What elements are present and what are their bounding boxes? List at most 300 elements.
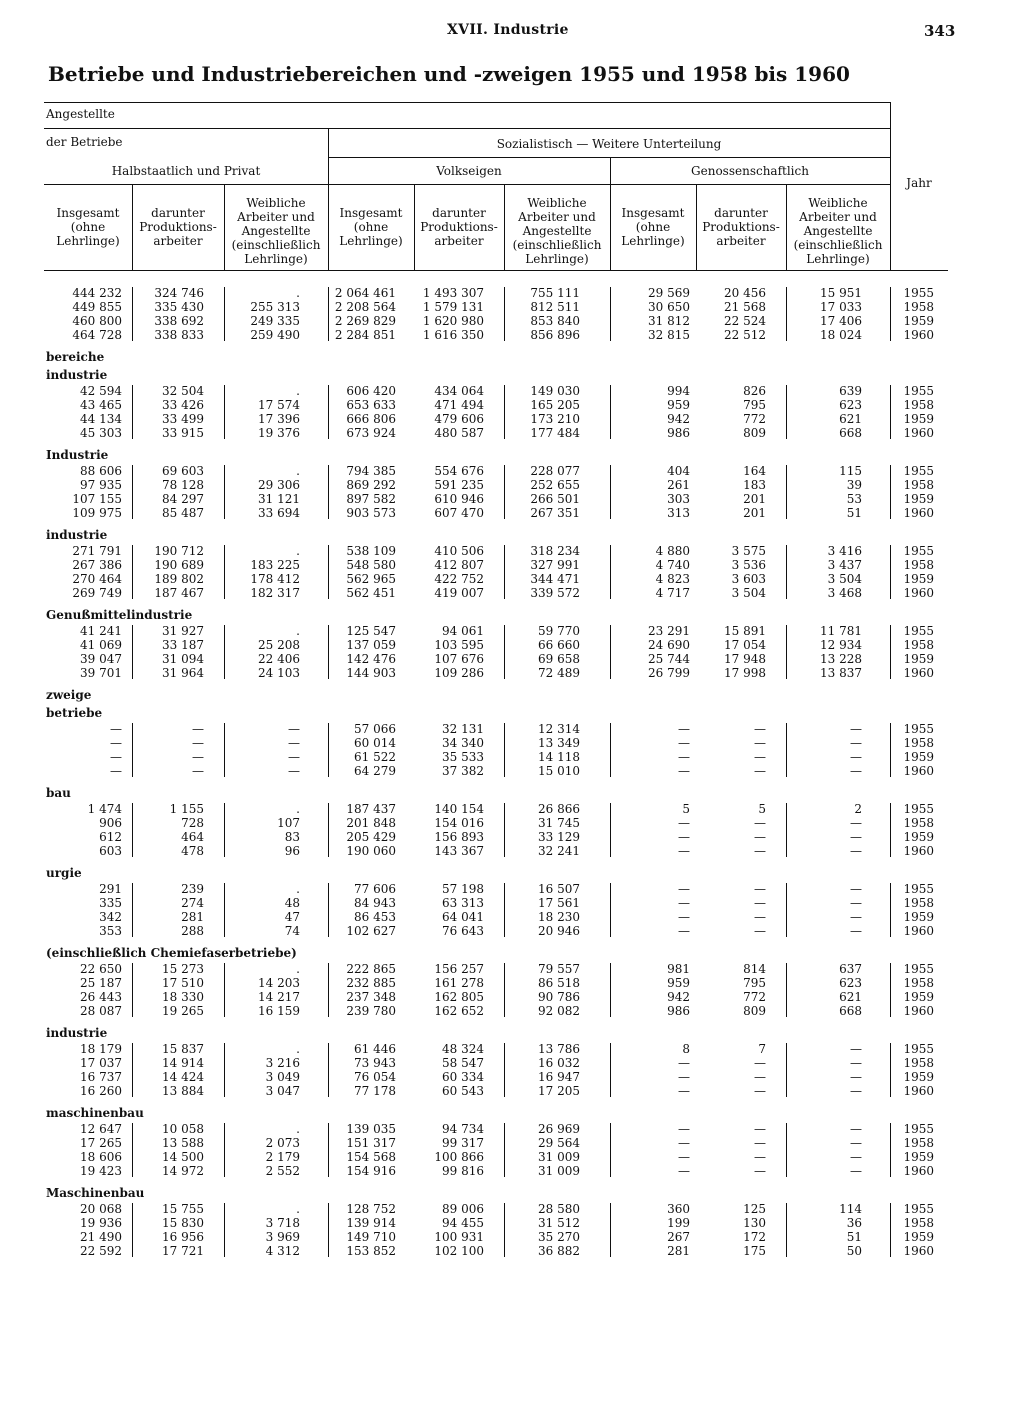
year-cell: 1955 — [903, 882, 934, 896]
value-cell: 281 — [181, 910, 204, 924]
value-cell: 809 — [743, 426, 766, 440]
value-cell: 139 914 — [346, 1216, 396, 1230]
section-label: bau — [46, 786, 71, 800]
value-cell: 29 564 — [538, 1136, 580, 1150]
value-cell: — — [850, 844, 862, 858]
value-cell: 3 416 — [827, 544, 862, 558]
value-cell: 13 786 — [538, 1042, 580, 1056]
column-divider — [504, 723, 505, 777]
value-cell: 177 484 — [530, 426, 580, 440]
value-cell: 26 443 — [80, 990, 122, 1004]
value-cell: 189 802 — [154, 572, 204, 586]
value-cell: 269 749 — [72, 586, 122, 600]
value-cell: 942 — [667, 412, 690, 426]
value-cell: 14 203 — [258, 976, 300, 990]
column-divider — [328, 1043, 329, 1097]
value-cell: — — [678, 722, 690, 736]
value-cell: — — [192, 736, 204, 750]
value-cell: 1 579 131 — [422, 300, 484, 314]
value-cell: 3 504 — [731, 586, 766, 600]
value-cell: 14 972 — [162, 1164, 204, 1178]
value-cell: 981 — [667, 962, 690, 976]
value-cell: — — [754, 830, 766, 844]
value-cell: 31 094 — [162, 652, 204, 666]
value-cell: 60 014 — [354, 736, 396, 750]
value-cell: 554 676 — [434, 464, 484, 478]
value-cell: — — [678, 1136, 690, 1150]
value-cell: 942 — [667, 990, 690, 1004]
value-cell: 77 606 — [354, 882, 396, 896]
value-cell: — — [850, 830, 862, 844]
value-cell: — — [850, 910, 862, 924]
column-divider — [328, 545, 329, 599]
value-cell: 190 060 — [346, 844, 396, 858]
value-cell: 2 552 — [265, 1164, 300, 1178]
value-cell: 84 297 — [162, 492, 204, 506]
year-cell: 1960 — [903, 328, 934, 342]
value-cell: — — [754, 910, 766, 924]
table-section — [44, 864, 948, 944]
table-body — [44, 286, 948, 1264]
table-row — [44, 544, 948, 558]
row-group — [44, 1042, 948, 1098]
value-cell: 812 511 — [530, 300, 580, 314]
value-cell: 156 893 — [434, 830, 484, 844]
section-label: zweige — [46, 688, 92, 702]
value-cell: 24 103 — [258, 666, 300, 680]
value-cell: 2 — [854, 802, 862, 816]
value-cell: 3 575 — [731, 544, 766, 558]
value-cell: 291 — [99, 882, 122, 896]
value-cell: 16 159 — [258, 1004, 300, 1018]
value-cell: 100 866 — [434, 1150, 484, 1164]
value-cell: 16 032 — [538, 1056, 580, 1070]
value-cell: — — [850, 896, 862, 910]
table-row — [44, 1244, 948, 1258]
value-cell: 100 931 — [434, 1230, 484, 1244]
value-cell: 17 561 — [538, 896, 580, 910]
value-cell: 826 — [743, 384, 766, 398]
table-row — [44, 1122, 948, 1136]
value-cell: . — [296, 624, 300, 638]
value-cell: 37 382 — [442, 764, 484, 778]
value-cell: — — [850, 882, 862, 896]
value-cell: 610 946 — [434, 492, 484, 506]
value-cell: 15 755 — [162, 1202, 204, 1216]
value-cell: 156 257 — [434, 962, 484, 976]
col-insgesamt-2: Insgesamt (ohne Lehrlinge) — [339, 206, 403, 248]
value-cell: — — [850, 736, 862, 750]
value-cell: 17 948 — [724, 652, 766, 666]
value-cell: — — [754, 896, 766, 910]
value-cell: 66 660 — [538, 638, 580, 652]
value-cell: — — [678, 1164, 690, 1178]
column-divider — [610, 625, 611, 679]
column-divider — [504, 1043, 505, 1097]
value-cell: 83 — [284, 830, 300, 844]
column-divider — [224, 287, 225, 341]
value-cell: 33 915 — [162, 426, 204, 440]
value-cell: 12 314 — [538, 722, 580, 736]
value-cell: . — [296, 1042, 300, 1056]
value-cell: 4 740 — [655, 558, 690, 572]
year-cell: 1960 — [903, 924, 934, 938]
table-row — [44, 1150, 948, 1164]
value-cell: 562 451 — [346, 586, 396, 600]
table-section — [44, 526, 948, 606]
value-cell: 480 587 — [434, 426, 484, 440]
value-cell: 175 — [743, 1244, 766, 1258]
value-cell: 178 412 — [250, 572, 300, 586]
value-cell: 471 494 — [434, 398, 484, 412]
value-cell: . — [296, 802, 300, 816]
table-row — [44, 666, 948, 680]
value-cell: 464 728 — [72, 328, 122, 342]
value-cell: — — [850, 1150, 862, 1164]
value-cell: 139 035 — [346, 1122, 396, 1136]
column-divider — [328, 883, 329, 937]
value-cell: — — [678, 830, 690, 844]
value-cell: 562 965 — [346, 572, 396, 586]
value-cell: 344 471 — [530, 572, 580, 586]
value-cell: 3 216 — [265, 1056, 300, 1070]
value-cell: 3 468 — [827, 586, 862, 600]
value-cell: 64 279 — [354, 764, 396, 778]
table-section — [44, 606, 948, 686]
value-cell: 43 465 — [80, 398, 122, 412]
value-cell: 201 848 — [346, 816, 396, 830]
value-cell: 88 606 — [80, 464, 122, 478]
column-divider — [890, 803, 891, 857]
value-cell: 959 — [667, 398, 690, 412]
section-label: betriebe — [46, 706, 103, 720]
value-cell: 4 312 — [265, 1244, 300, 1258]
value-cell: 4 880 — [655, 544, 690, 558]
value-cell: 31 512 — [538, 1216, 580, 1230]
value-cell: 267 386 — [72, 558, 122, 572]
value-cell: 21 568 — [724, 300, 766, 314]
value-cell: 22 524 — [724, 314, 766, 328]
value-cell: 76 643 — [442, 924, 484, 938]
value-cell: 4 717 — [655, 586, 690, 600]
value-cell: 199 — [667, 1216, 690, 1230]
section-label: Industrie — [46, 448, 109, 462]
column-divider — [786, 1203, 787, 1257]
table-row — [44, 328, 948, 342]
value-cell: 128 752 — [346, 1202, 396, 1216]
value-cell: 172 — [743, 1230, 766, 1244]
value-cell: 99 317 — [442, 1136, 484, 1150]
table-row — [44, 1164, 948, 1178]
value-cell: — — [110, 750, 122, 764]
value-cell: 17 033 — [820, 300, 862, 314]
value-cell: 18 330 — [162, 990, 204, 1004]
jahr-label: Jahr — [906, 176, 932, 190]
column-divider — [504, 963, 505, 1017]
value-cell: 17 037 — [80, 1056, 122, 1070]
value-cell: 201 — [743, 492, 766, 506]
value-cell: . — [296, 1202, 300, 1216]
year-cell: 1958 — [903, 478, 934, 492]
value-cell: 17 510 — [162, 976, 204, 990]
column-divider — [504, 803, 505, 857]
value-cell: 89 006 — [442, 1202, 484, 1216]
value-cell: 14 500 — [162, 1150, 204, 1164]
value-cell: 50 — [846, 1244, 862, 1258]
value-cell: — — [678, 1084, 690, 1098]
value-cell: — — [110, 764, 122, 778]
der-betriebe-label: der Betriebe — [46, 135, 123, 149]
value-cell: — — [288, 722, 300, 736]
year-cell: 1959 — [903, 314, 934, 328]
value-cell: 856 896 — [530, 328, 580, 342]
value-cell: — — [850, 764, 862, 778]
table-row — [44, 586, 948, 600]
value-cell: 78 128 — [162, 478, 204, 492]
value-cell: 103 595 — [434, 638, 484, 652]
value-cell: 183 225 — [250, 558, 300, 572]
year-cell: 1958 — [903, 816, 934, 830]
column-divider — [610, 1043, 611, 1097]
value-cell: 23 291 — [648, 624, 690, 638]
column-divider — [504, 1123, 505, 1177]
value-cell: 107 676 — [434, 652, 484, 666]
angestellte-label: Angestellte — [46, 107, 115, 121]
value-cell: 8 — [682, 1042, 690, 1056]
value-cell: 42 594 — [80, 384, 122, 398]
value-cell: 3 437 — [827, 558, 862, 572]
value-cell: 154 916 — [346, 1164, 396, 1178]
table-row — [44, 1070, 948, 1084]
value-cell: 102 627 — [346, 924, 396, 938]
value-cell: 2 073 — [265, 1136, 300, 1150]
value-cell: 22 592 — [80, 1244, 122, 1258]
value-cell: 795 — [743, 976, 766, 990]
value-cell: — — [850, 1056, 862, 1070]
value-cell: 187 437 — [346, 802, 396, 816]
value-cell: 94 455 — [442, 1216, 484, 1230]
value-cell: 303 — [667, 492, 690, 506]
value-cell: 228 077 — [530, 464, 580, 478]
table-row — [44, 300, 948, 314]
year-cell: 1959 — [903, 492, 934, 506]
value-cell: 1 155 — [169, 802, 204, 816]
value-cell: — — [754, 924, 766, 938]
value-cell: 267 351 — [530, 506, 580, 520]
column-divider — [890, 883, 891, 937]
value-cell: — — [850, 924, 862, 938]
value-cell: 41 241 — [80, 624, 122, 638]
value-cell: 653 633 — [346, 398, 396, 412]
value-cell: — — [754, 722, 766, 736]
section-label: urgie — [46, 866, 82, 880]
value-cell: 14 424 — [162, 1070, 204, 1084]
year-cell: 1960 — [903, 506, 934, 520]
value-cell: 612 — [99, 830, 122, 844]
column-divider — [132, 883, 133, 937]
value-cell: — — [678, 882, 690, 896]
value-cell: — — [754, 1056, 766, 1070]
value-cell: — — [754, 844, 766, 858]
value-cell: 422 752 — [434, 572, 484, 586]
value-cell: 69 603 — [162, 464, 204, 478]
value-cell: 267 — [667, 1230, 690, 1244]
value-cell: — — [678, 1070, 690, 1084]
value-cell: 34 340 — [442, 736, 484, 750]
table-row — [44, 844, 948, 858]
year-cell: 1958 — [903, 896, 934, 910]
value-cell: 288 — [181, 924, 204, 938]
value-cell: 3 047 — [265, 1084, 300, 1098]
value-cell: 16 737 — [80, 1070, 122, 1084]
sozialistisch-label: Sozialistisch — Weitere Unterteilung — [496, 137, 722, 151]
value-cell: — — [850, 816, 862, 830]
value-cell: — — [754, 764, 766, 778]
value-cell: 72 489 — [538, 666, 580, 680]
value-cell: 479 606 — [434, 412, 484, 426]
value-cell: 795 — [743, 398, 766, 412]
column-divider — [132, 287, 133, 341]
value-cell: 84 943 — [354, 896, 396, 910]
value-cell: 986 — [667, 426, 690, 440]
column-divider — [890, 1203, 891, 1257]
value-cell: 205 429 — [346, 830, 396, 844]
value-cell: 19 376 — [258, 426, 300, 440]
table-row — [44, 1042, 948, 1056]
value-cell: 239 — [181, 882, 204, 896]
value-cell: . — [296, 1122, 300, 1136]
value-cell: 603 — [99, 844, 122, 858]
value-cell: — — [678, 910, 690, 924]
value-cell: 14 217 — [258, 990, 300, 1004]
value-cell: — — [192, 722, 204, 736]
value-cell: 434 064 — [434, 384, 484, 398]
value-cell: — — [850, 722, 862, 736]
column-divider — [132, 1123, 133, 1177]
column-divider — [890, 287, 891, 341]
column-divider — [328, 803, 329, 857]
value-cell: 13 837 — [820, 666, 862, 680]
value-cell: 621 — [839, 412, 862, 426]
value-cell: 125 547 — [346, 624, 396, 638]
column-divider — [890, 1123, 891, 1177]
value-cell: — — [754, 1150, 766, 1164]
value-cell: 92 082 — [538, 1004, 580, 1018]
value-cell: 7 — [758, 1042, 766, 1056]
value-cell: 74 — [284, 924, 300, 938]
value-cell: 338 833 — [154, 328, 204, 342]
row-group — [44, 464, 948, 520]
column-divider — [610, 1123, 611, 1177]
value-cell: 591 235 — [434, 478, 484, 492]
table-row — [44, 1230, 948, 1244]
year-cell: 1955 — [903, 1202, 934, 1216]
table-row — [44, 314, 948, 328]
row-group — [44, 962, 948, 1018]
value-cell: 2 208 564 — [334, 300, 396, 314]
column-divider — [132, 1043, 133, 1097]
year-cell: 1958 — [903, 976, 934, 990]
table-row — [44, 492, 948, 506]
value-cell: 33 499 — [162, 412, 204, 426]
column-divider — [890, 963, 891, 1017]
value-cell: 24 690 — [648, 638, 690, 652]
section-label: (einschließlich Chemiefaserbetriebe) — [46, 946, 297, 960]
value-cell: 15 891 — [724, 624, 766, 638]
value-cell: 107 155 — [72, 492, 122, 506]
section-label: industrie — [46, 1026, 108, 1040]
value-cell: 48 — [284, 896, 300, 910]
table-row — [44, 882, 948, 896]
column-divider — [610, 545, 611, 599]
table-section — [44, 784, 948, 864]
column-divider — [890, 545, 891, 599]
value-cell: 18 606 — [80, 1150, 122, 1164]
value-cell: 173 210 — [530, 412, 580, 426]
value-cell: 959 — [667, 976, 690, 990]
value-cell: 58 547 — [442, 1056, 484, 1070]
value-cell: 162 805 — [434, 990, 484, 1004]
value-cell: 190 689 — [154, 558, 204, 572]
year-cell: 1955 — [903, 464, 934, 478]
value-cell: 639 — [839, 384, 862, 398]
value-cell: 31 927 — [162, 624, 204, 638]
table-row — [44, 286, 948, 300]
section-label: maschinenbau — [46, 1106, 144, 1120]
value-cell: 412 807 — [434, 558, 484, 572]
value-cell: 994 — [667, 384, 690, 398]
value-cell: 77 178 — [354, 1084, 396, 1098]
value-cell: 772 — [743, 990, 766, 1004]
year-cell: 1955 — [903, 1122, 934, 1136]
value-cell: 142 476 — [346, 652, 396, 666]
column-divider — [224, 1203, 225, 1257]
column-divider — [504, 287, 505, 341]
year-cell: 1959 — [903, 1230, 934, 1244]
value-cell: 31 121 — [258, 492, 300, 506]
value-cell: 33 694 — [258, 506, 300, 520]
column-divider — [132, 545, 133, 599]
column-divider — [224, 545, 225, 599]
year-cell: 1955 — [903, 544, 934, 558]
value-cell: — — [850, 1122, 862, 1136]
table-row — [44, 1136, 948, 1150]
value-cell: 165 205 — [530, 398, 580, 412]
value-cell: 35 270 — [538, 1230, 580, 1244]
row-group — [44, 722, 948, 778]
value-cell: — — [678, 736, 690, 750]
year-cell: 1959 — [903, 652, 934, 666]
column-divider — [132, 465, 133, 519]
value-cell: — — [678, 1056, 690, 1070]
page-number: 343 — [924, 22, 956, 40]
value-cell: 339 572 — [530, 586, 580, 600]
value-cell: 63 313 — [442, 896, 484, 910]
value-cell: 255 313 — [250, 300, 300, 314]
table-row — [44, 750, 948, 764]
value-cell: 637 — [839, 962, 862, 976]
value-cell: 19 936 — [80, 1216, 122, 1230]
table-row — [44, 962, 948, 976]
year-cell: 1955 — [903, 802, 934, 816]
value-cell: 237 348 — [346, 990, 396, 1004]
table-row — [44, 426, 948, 440]
value-cell: 51 — [846, 506, 862, 520]
value-cell: — — [754, 816, 766, 830]
column-divider — [890, 625, 891, 679]
value-cell: 31 009 — [538, 1150, 580, 1164]
year-cell: 1958 — [903, 736, 934, 750]
